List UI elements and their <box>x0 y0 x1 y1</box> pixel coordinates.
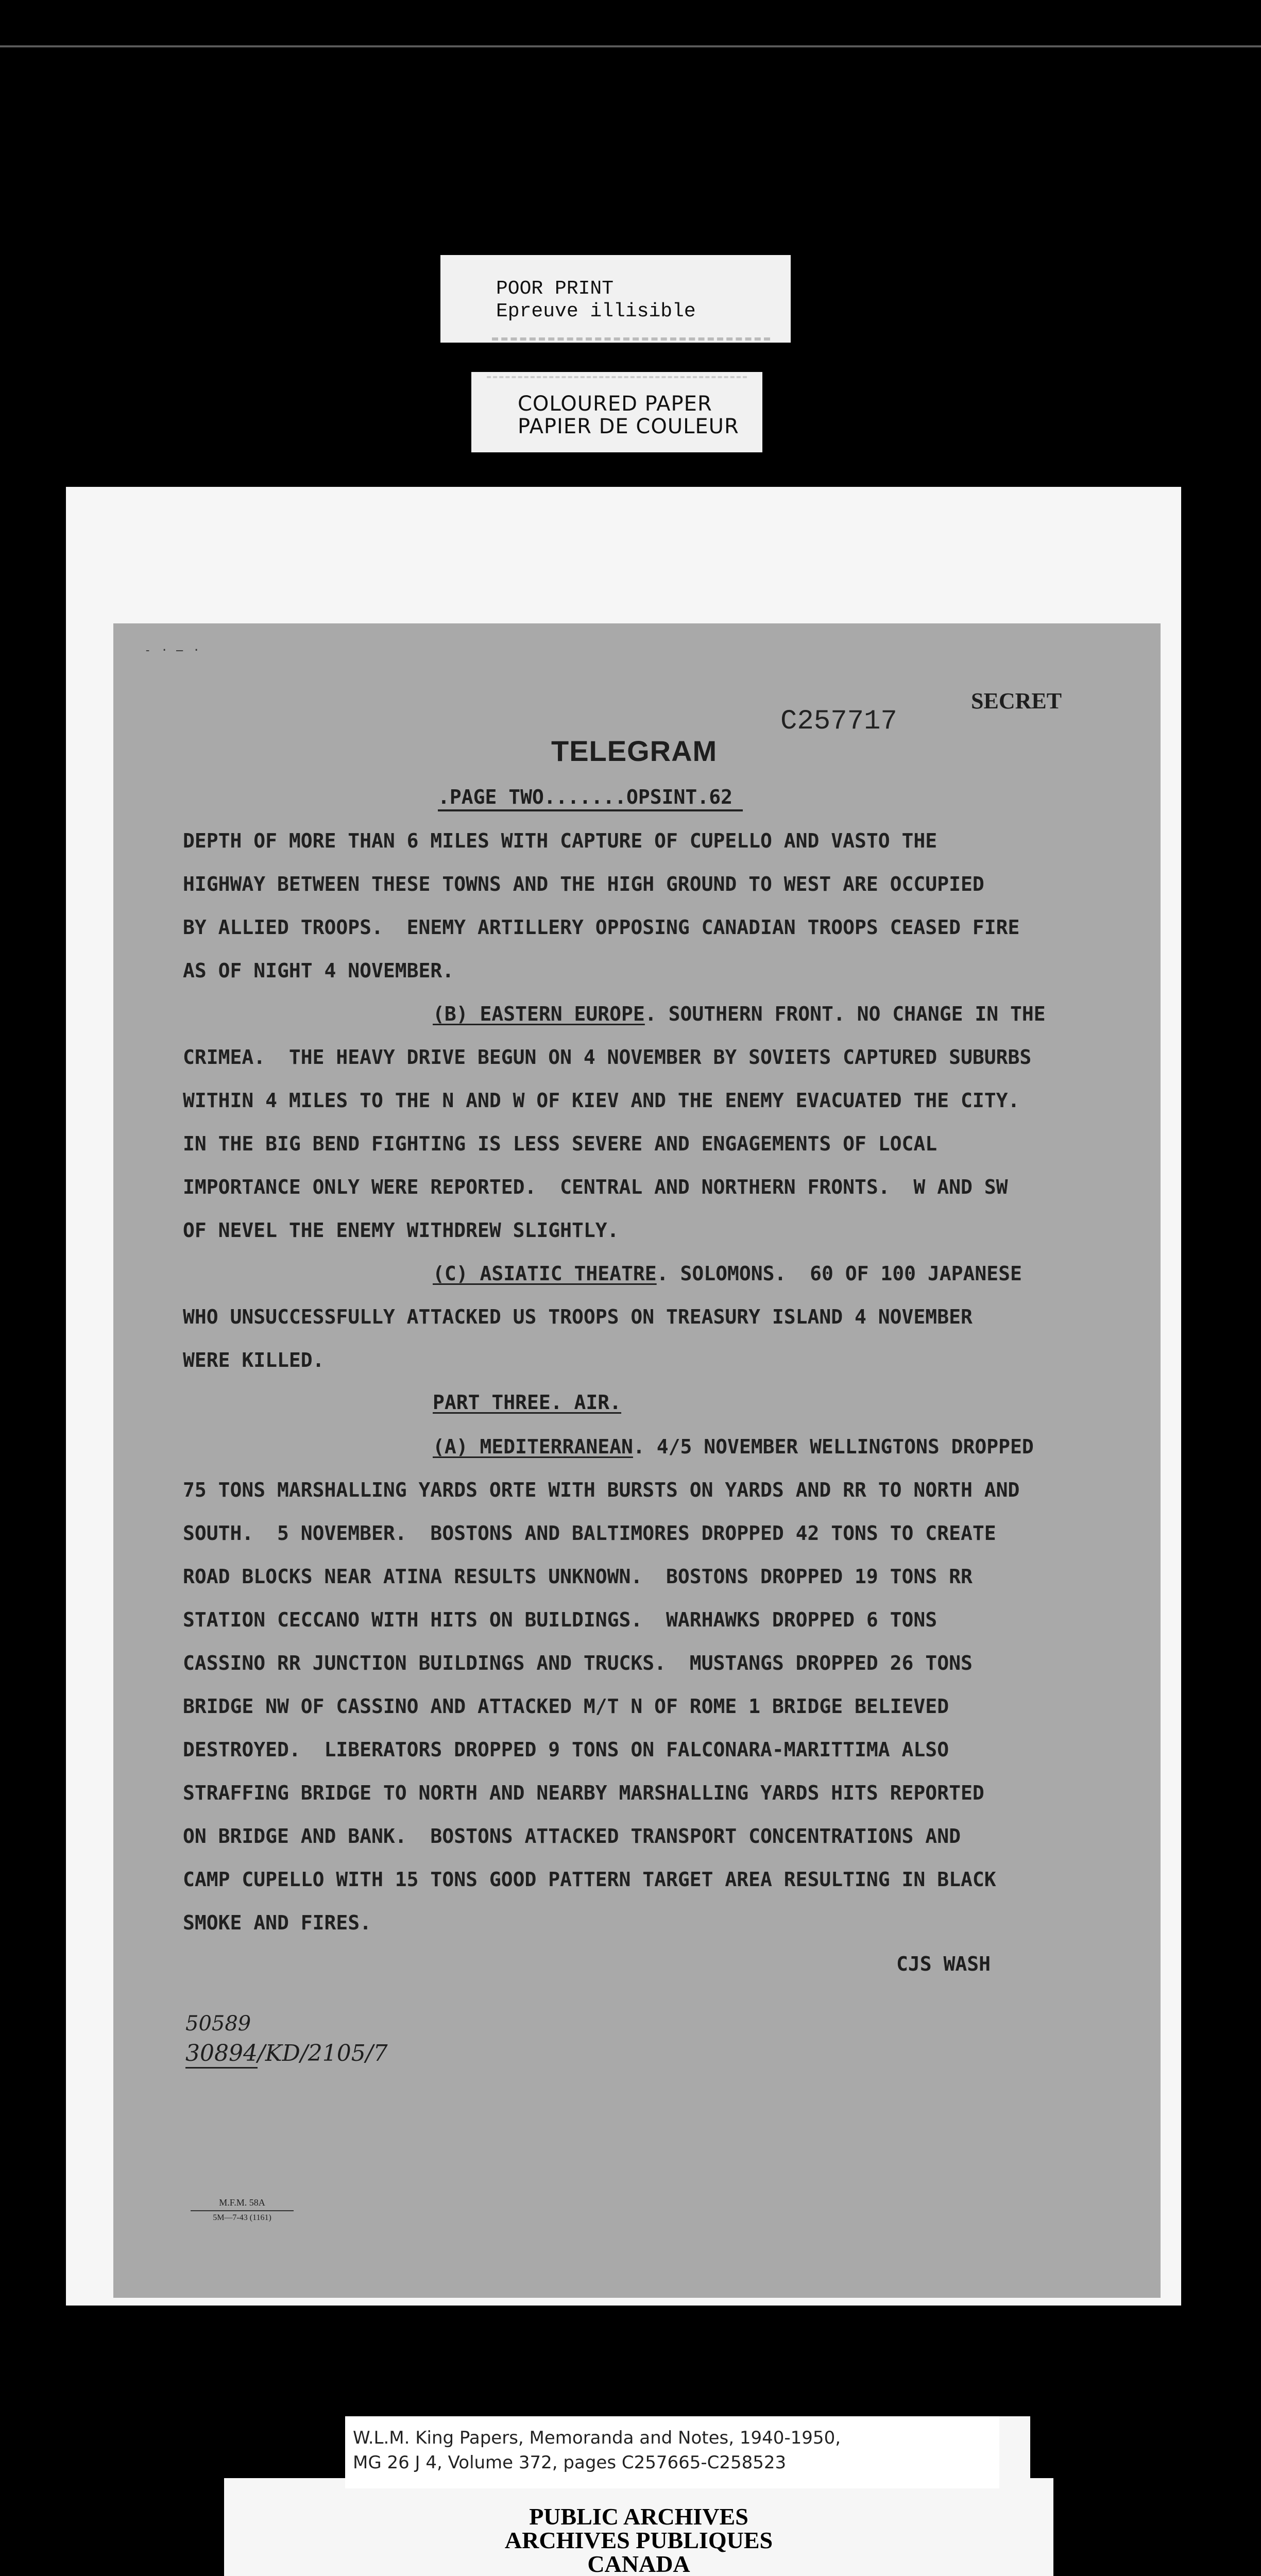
body-line: BY ALLIED TROOPS. ENEMY ARTILLERY OPPOSING CANADIAN TROOPS CEASED FIRE <box>183 916 1020 939</box>
body-line: IMPORTANCE ONLY WERE REPORTED. CENTRAL AND NORTHERN FRONTS. W AND SW <box>183 1176 1008 1198</box>
section-b-heading: (B) EASTERN EUROPE <box>433 1003 645 1025</box>
body-line: SOUTH. 5 NOVEMBER. BOSTONS AND BALTIMORES DROPPED 42 TONS TO CREATE <box>183 1522 996 1545</box>
body-line: OF NEVEL THE ENEMY WITHDREW SLIGHTLY. <box>183 1219 619 1242</box>
section-b-first-line <box>433 1002 1261 1026</box>
section-a-first-line <box>433 1434 1261 1459</box>
citation-line: MG 26 J 4, Volume 372, pages C257665-C258523 <box>353 2452 787 2473</box>
body-line: 75 TONS MARSHALLING YARDS ORTE WITH BURSTS ON YARDS AND RR TO NORTH AND <box>183 1479 1020 1501</box>
section-c-first: . SOLOMONS. 60 OF 100 JAPANESE <box>656 1262 1022 1285</box>
coloured-paper-en: COLOURED PAPER <box>518 392 712 416</box>
telegram-page <box>113 623 1161 2298</box>
body-line: WHO UNSUCCESSFULLY ATTACKED US TROOPS ON TREASURY ISLAND 4 NOVEMBER <box>183 1306 973 1328</box>
archives-name-fr: ARCHIVES PUBLIQUES <box>504 2527 773 2553</box>
body-line: CASSINO RR JUNCTION BUILDINGS AND TRUCKS. MUSTANGS DROPPED 26 TONS <box>183 1652 973 1674</box>
body-line: ROAD BLOCKS NEAR ATINA RESULTS UNKNOWN. BOSTONS DROPPED 19 TONS RR <box>183 1565 973 1588</box>
citation-line: W.L.M. King Papers, Memoranda and Notes, 1940-1950, <box>353 2428 841 2448</box>
body-line: CAMP CUPELLO WITH 15 TONS GOOD PATTERN TARGET AREA RESULTING IN BLACK <box>183 1868 996 1891</box>
body-line: HIGHWAY BETWEEN THESE TOWNS AND THE HIGH GROUND TO WEST ARE OCCUPIED <box>183 873 984 895</box>
form-number-block <box>191 2197 294 2223</box>
film-edge-line <box>0 45 1261 47</box>
archives-footer <box>224 2416 1053 2576</box>
body-line: SMOKE AND FIRES. <box>183 1911 372 1934</box>
section-a-heading: (A) MEDITERRANEAN <box>433 1435 633 1458</box>
handwritten-note: 50589 <box>185 2012 251 2036</box>
body-line: ON BRIDGE AND BANK. BOSTONS ATTACKED TRANSPORT CONCENTRATIONS AND <box>183 1825 961 1848</box>
body-line: WERE KILLED. <box>183 1349 325 1371</box>
archives-name-en: PUBLIC ARCHIVES <box>529 2503 748 2530</box>
poor-print-stamp <box>440 255 791 343</box>
classification-label: SECRET <box>971 688 1062 714</box>
section-b-first: . SOUTHERN FRONT. NO CHANGE IN THE <box>644 1003 1046 1025</box>
body-line: IN THE BIG BEND FIGHTING IS LESS SEVERE AND ENGAGEMENTS OF LOCAL <box>183 1132 938 1155</box>
sender-signature: CJS WASH <box>896 1953 991 1975</box>
archives-country: CANADA <box>587 2551 690 2576</box>
stamp-dash <box>487 376 747 378</box>
body-line: DEPTH OF MORE THAN 6 MILES WITH CAPTURE OF CUPELLO AND VASTO THE <box>183 829 938 852</box>
page-header: .PAGE TWO.......OPSINT.62 <box>438 786 732 808</box>
telegram-title: TELEGRAM <box>551 735 718 767</box>
section-a-first: . 4/5 NOVEMBER WELLINGTONS DROPPED <box>633 1435 1034 1458</box>
body-line: STRAFFING BRIDGE TO NORTH AND NEARBY MARSHALLING YARDS HITS REPORTED <box>183 1782 984 1804</box>
file-reference: 30894/KD/2105/7 <box>185 2040 388 2066</box>
body-line: DESTROYED. LIBERATORS DROPPED 9 TONS ON FALCONARA-MARITTIMA ALSO <box>183 1738 949 1761</box>
ink-specks: - · ̶ · <box>144 644 201 657</box>
part-three-heading: PART THREE. AIR. <box>433 1391 622 1414</box>
stamp-dash <box>492 337 770 341</box>
section-c-first-line <box>433 1261 1261 1286</box>
coloured-paper-stamp <box>471 372 762 452</box>
body-line: CRIMEA. THE HEAVY DRIVE BEGUN ON 4 NOVEMBER BY SOVIETS CAPTURED SUBURBS <box>183 1046 1032 1069</box>
poor-print-fr: Epreuve illisible <box>496 300 696 323</box>
body-line: AS OF NIGHT 4 NOVEMBER. <box>183 959 454 982</box>
document-number: C257717 <box>780 706 897 737</box>
section-c-heading: (C) ASIATIC THEATRE <box>433 1262 657 1285</box>
footer-notch <box>1030 2416 1053 2478</box>
poor-print-en: POOR PRINT <box>496 278 614 300</box>
form-print-run: 5M—7-43 (1161) <box>213 2213 271 2222</box>
form-number: M.F.M. 58A <box>191 2197 294 2211</box>
body-line: STATION CECCANO WITH HITS ON BUILDINGS. WARHAWKS DROPPED 6 TONS <box>183 1608 938 1631</box>
body-line: WITHIN 4 MILES TO THE N AND W OF KIEV AND THE ENEMY EVACUATED THE CITY. <box>183 1089 1020 1112</box>
coloured-paper-fr: PAPIER DE COULEUR <box>518 415 739 438</box>
footer-notch <box>224 2416 366 2478</box>
body-line: BRIDGE NW OF CASSINO AND ATTACKED M/T N OF ROME 1 BRIDGE BELIEVED <box>183 1695 949 1718</box>
